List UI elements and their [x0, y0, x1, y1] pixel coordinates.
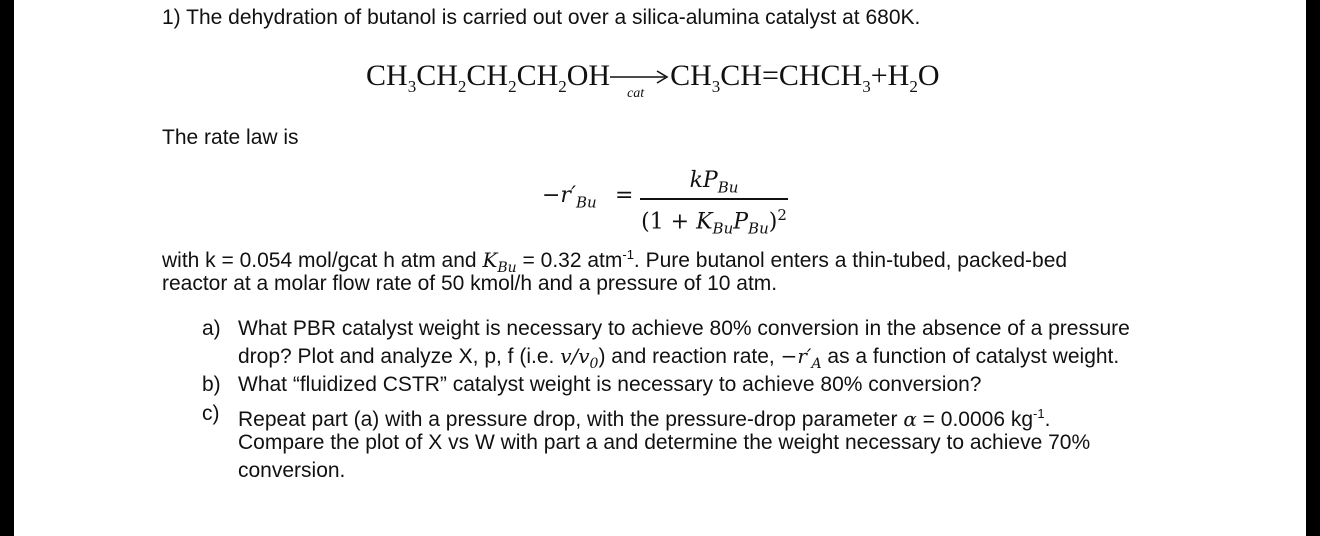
reaction-equation: $CH_3CH_2CH_2CH_2OH$ cat $CH_3CH=CHCH_3+H_2O$: [366, 59, 940, 102]
rate-law-intro: The rate law is: [162, 126, 299, 149]
question-a-label: a): [202, 317, 221, 340]
question-a-line-2: drop? Plot and analyze X, p, f (i.e. $v/v_0$) and reaction rate, $-r'_A$ as a function of catalyst weight.: [238, 344, 1120, 372]
rate-law-denominator: $(1 + K_{Bu}P_{Bu})^2$: [641, 205, 787, 238]
rate-law-fraction: [640, 166, 788, 238]
question-c-label: c): [202, 402, 220, 425]
question-c-line-2: Compare the plot of X vs W with part a and determine the weight necessary to achieve 70%: [238, 431, 1091, 454]
rate-law-lhs: $-r'_{Bu}$: [542, 183, 597, 212]
parameters-line-1: with k = 0.054 mol/gcat h atm and $K_{Bu} = 0.32$ atm$^{-1}$. Pure butanol enters a thin-tubed, packed-bed: [162, 247, 1068, 276]
question-b-line-1: What “fluidized CSTR” catalyst weight is necessary to achieve 80% conversion?: [238, 373, 982, 396]
question-c-line-1: Repeat part (a) with a pressure drop, with the pressure-drop parameter α = 0.0006 $kg^{-1}$.: [238, 406, 1051, 431]
parameters-line-2: reactor at a molar flow rate of 50 kmol/h and a pressure of 10 atm.: [162, 272, 778, 295]
reaction-arrow-icon: [610, 63, 670, 102]
document-page: 1) The dehydration of butanol is carried out over a silica-alumina catalyst at 680K. $CH_3CH_2CH_2CH_2OH$ cat $CH_3CH=CHCH_3+H_2O$ The rate law is $-r'_{Bu}$ = $kP_{Bu}$ $(1 + K_{Bu}P_{Bu})^2$ with k = 0.054 mol/gcat h atm and $K_{Bu} = 0.32$ atm$^{-1}$. Pure butanol enters a thin-tubed, packed-bed reactor at a molar flow rate of 50 kmol/h and a pressure of 10 atm. a) What PBR catalyst weight is necessary to achieve 80% conversion in the absence of a pressure drop? Plot and analyze X, p, f (i.e. $v/v_0$) and reaction rate, $-r'_A$ as a function of catalyst weight. b) What “fluidized CSTR” catalyst weight is necessary to achieve 80% conversion? c) Repeat part (a) with a pressure drop, with the pressure-drop parameter α = 0.0006 $kg^{-1}$. Compare the plot of X vs W with part a and determine the weight necessary to achieve 70% conversion.: [14, 0, 1306, 536]
fraction-bar: [640, 198, 788, 200]
question-c-line-3: conversion.: [238, 459, 346, 482]
catalyst-label: cat: [627, 86, 645, 102]
question-a-line-1: What PBR catalyst weight is necessary to achieve 80% conversion in the absence of a pressure: [238, 317, 1130, 340]
rate-law-numerator: $kP_{Bu}$: [689, 168, 739, 197]
problem-heading: 1) The dehydration of butanol is carried out over a silica-alumina catalyst at 680K.: [162, 6, 921, 29]
question-b-label: b): [202, 373, 221, 396]
